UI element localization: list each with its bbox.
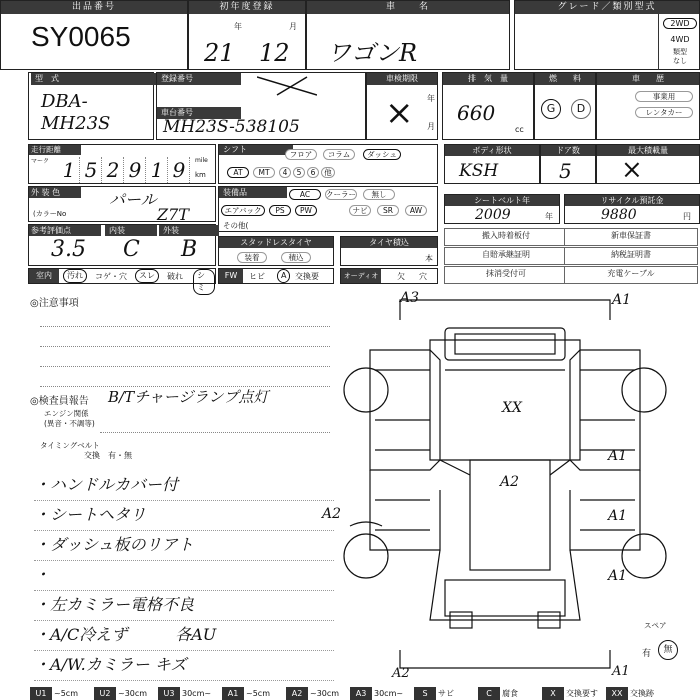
fuel-d: D xyxy=(571,99,591,119)
cabin-burn: コゲ・穴 xyxy=(95,272,127,281)
studless-box xyxy=(218,236,334,266)
fw-crack: ヒビ xyxy=(249,272,265,281)
grade-label: グレード／類別型式 xyxy=(515,1,699,14)
drive-2wd: 2WD xyxy=(663,18,697,29)
drive-options xyxy=(658,14,700,70)
spare-yes: 有 xyxy=(642,649,652,659)
year-unit: 年 xyxy=(234,22,242,31)
mileage-digit: 1 xyxy=(147,157,168,183)
seatbelt-box xyxy=(444,194,560,224)
shift-at: AT xyxy=(227,167,249,178)
seatbelt-label: シートベルト年 xyxy=(445,195,559,206)
mark-right-front: A1 xyxy=(608,448,628,464)
grade-ref-label: 参考評価点 xyxy=(29,225,101,236)
recycle-box xyxy=(564,194,700,224)
timing-sub: 交換 有・無 xyxy=(84,451,132,460)
legend-key: XX xyxy=(606,687,628,700)
bodyshape-label: ボディ形状 xyxy=(445,145,539,156)
first-registration-year: 21 xyxy=(204,39,235,67)
mileage-unit-km: km xyxy=(195,171,206,179)
displacement-box xyxy=(442,72,534,140)
history-rental: レンタカー xyxy=(635,107,693,118)
registration-box xyxy=(156,72,366,140)
lot-number: SY0065 xyxy=(31,21,131,52)
mileage-digit: 1 xyxy=(59,157,80,183)
mark-top-right: A1 xyxy=(612,292,632,308)
legend-value: 腐食 xyxy=(502,689,518,698)
exterior-label: 外装 xyxy=(159,225,219,236)
legend-key: S xyxy=(414,687,436,700)
mileage-digit: 9 xyxy=(169,157,190,183)
equip-pw: PW xyxy=(295,205,317,216)
color-value: パール xyxy=(109,190,157,209)
mileage-sub: マーク xyxy=(31,158,50,165)
first-registration-month: 12 xyxy=(259,39,290,67)
model-box xyxy=(306,0,510,70)
mark-left-mid: A2 xyxy=(322,506,342,522)
note-line xyxy=(40,346,330,347)
timing-label: タイミングベルト xyxy=(40,441,100,450)
displacement-unit: cc xyxy=(515,125,524,134)
displacement-label: 排 気 量 xyxy=(443,73,533,85)
equip-other: その他( xyxy=(223,221,249,230)
interior-label: 内装 xyxy=(105,225,157,236)
equip-none: 無し xyxy=(363,189,395,200)
cabin-label: 室内 xyxy=(29,269,59,283)
inspector-label: ◎検査員報告 xyxy=(30,396,89,407)
legend-key: U1 xyxy=(30,687,52,700)
equipment-label: 装備品 xyxy=(219,187,287,198)
engine-label: エンジン関係 xyxy=(44,409,89,418)
note-line xyxy=(40,366,330,367)
doc-item-1: 搬入時着板付 xyxy=(444,228,568,246)
note-item: ・A/C冷えず 各AU xyxy=(34,622,334,651)
shift-6: 6 xyxy=(307,167,319,178)
lot-number-label: 出品番号 xyxy=(1,1,187,14)
studless-fitted: 装着 xyxy=(237,252,267,263)
capacity-value: × xyxy=(621,155,643,185)
tire-box xyxy=(340,236,438,266)
audio-hole: 穴 xyxy=(419,272,427,281)
drive-none: 類型 なし xyxy=(673,48,687,65)
mark-bottom-right: A1 xyxy=(612,664,630,679)
fw-a: A xyxy=(277,269,290,283)
inspection-box xyxy=(366,72,438,140)
legend-key: U2 xyxy=(94,687,116,700)
mileage-unit-mile: mile xyxy=(195,157,208,164)
note-item: ・シートヘタリ xyxy=(34,502,334,531)
doc-item-5: 抹消受付可 xyxy=(444,266,568,284)
shift-floor: フロア xyxy=(285,149,317,160)
recycle-label: リサイクル預託金 xyxy=(565,195,699,206)
equipment-box xyxy=(218,186,438,232)
recycle-value: 9880 xyxy=(601,207,637,223)
recycle-unit: 円 xyxy=(683,212,691,221)
chassis-label: 車台番号 xyxy=(157,107,241,119)
legend-value: 交換要す xyxy=(566,689,598,698)
damage-legend xyxy=(30,687,700,700)
legend-key: A3 xyxy=(350,687,372,700)
audio-box xyxy=(340,268,438,284)
fuel-box xyxy=(534,72,596,140)
history-box xyxy=(596,72,700,140)
legend-value: サビ xyxy=(438,689,454,698)
exterior-value: B xyxy=(181,237,198,262)
capacity-box xyxy=(596,144,700,184)
seatbelt-unit: 年 xyxy=(545,212,553,221)
shift-label: シフト xyxy=(219,145,293,155)
equip-sr: SR xyxy=(377,205,399,216)
legend-key: U3 xyxy=(158,687,180,700)
history-commercial: 事業用 xyxy=(635,91,693,102)
mark-roof: XX xyxy=(502,400,522,416)
legend-value: ~30cm xyxy=(310,689,340,698)
studless-label: スタッドレスタイヤ xyxy=(219,237,333,248)
interior-value: C xyxy=(123,237,140,262)
legend-value: ~5cm xyxy=(54,689,78,698)
chassis-value: MH23S-538105 xyxy=(163,117,300,137)
doors-box xyxy=(540,144,596,184)
color-box xyxy=(28,186,216,222)
color-code-label: (カラーNo xyxy=(33,210,67,218)
documents-grid xyxy=(444,228,700,284)
mileage-label: 走行距離 xyxy=(29,145,81,155)
legend-value: 30cm~ xyxy=(182,689,212,698)
type-box xyxy=(28,72,154,140)
mileage-digit: 5 xyxy=(81,157,102,183)
doc-item-6: 充電ケーブル xyxy=(564,266,698,284)
shift-5: 5 xyxy=(293,167,305,178)
month-unit: 月 xyxy=(289,22,297,31)
legend-key: A2 xyxy=(286,687,308,700)
note-item: ・A/W.カミラー キズ xyxy=(34,652,334,681)
shift-4: 4 xyxy=(279,167,291,178)
legend-key: C xyxy=(478,687,500,700)
audio-label: オーディオ xyxy=(341,269,381,283)
audio-missing: 欠 xyxy=(397,272,405,281)
mileage-digit: 9 xyxy=(125,157,146,183)
shift-mt: MT xyxy=(253,167,275,178)
engine-sub: (異音・不調等) xyxy=(44,419,95,428)
cabin-tear: 破れ xyxy=(167,272,183,281)
equip-aw: AW xyxy=(405,205,427,216)
type-label: 型 式 xyxy=(31,73,157,85)
equip-cooler: クーラー xyxy=(326,190,356,199)
bodyshape-box xyxy=(444,144,540,184)
doors-value: 5 xyxy=(559,159,572,183)
model-name: ワゴンR xyxy=(327,39,418,67)
mark-right-rear: A1 xyxy=(608,568,628,584)
model-label: 車 名 xyxy=(307,1,509,14)
fw-box xyxy=(218,268,334,284)
bodyshape-value: KSH xyxy=(459,161,499,181)
mark-top-left: A3 xyxy=(400,290,420,306)
shift-dash: ダッシュ xyxy=(363,149,401,160)
inspector-text: B/Tチャージランプ点灯 xyxy=(108,388,269,406)
equip-airbag: エアバック xyxy=(221,205,265,216)
legend-key: X xyxy=(542,687,564,700)
cabin-box xyxy=(28,268,216,292)
tire-unit: 本 xyxy=(425,254,433,263)
equip-navi: ナビ xyxy=(349,205,371,216)
shift-other: 他 xyxy=(321,167,335,178)
seatbelt-value: 2009 xyxy=(475,207,511,223)
equip-ac: AC xyxy=(289,189,321,200)
fw-replace: 交換要 xyxy=(295,272,319,281)
reg-number-label: 登録番号 xyxy=(157,73,241,85)
mileage-box xyxy=(28,144,216,184)
equip-ps: PS xyxy=(269,205,291,216)
spare-label: スペア xyxy=(644,621,667,630)
history-label: 車 歴 xyxy=(597,73,699,85)
inspection-year-unit: 年 xyxy=(427,94,435,103)
inspection-month-unit: 月 xyxy=(427,122,435,131)
mark-right-mid: A1 xyxy=(608,508,628,524)
grade-box xyxy=(514,0,700,70)
fw-label: FW xyxy=(219,269,243,283)
legend-value: ~5cm xyxy=(246,689,270,698)
studless-loaded: 積込 xyxy=(281,252,311,263)
color-label: 外 装 色 xyxy=(29,187,81,198)
legend-value: 交換跡 xyxy=(630,689,654,698)
caution-label: ◎注意事項 xyxy=(30,298,79,309)
first-registration-label: 初年度登録 xyxy=(189,1,305,14)
note-line xyxy=(100,432,330,433)
reg-number-cross xyxy=(257,75,317,97)
fuel-g: G xyxy=(541,99,561,119)
grade-ref-value: 3.5 xyxy=(51,237,86,262)
note-item: ・ xyxy=(34,562,334,591)
first-registration-box xyxy=(188,0,306,70)
inspection-value: × xyxy=(385,93,414,133)
fuel-label: 燃 料 xyxy=(535,73,595,85)
cabin-stain: シミ xyxy=(193,269,215,295)
doc-item-3: 自賠承継証明 xyxy=(444,247,568,265)
legend-key: A1 xyxy=(222,687,244,700)
shift-box xyxy=(218,144,438,184)
lot-number-box xyxy=(0,0,188,70)
legend-value: ~30cm xyxy=(118,689,148,698)
capacity-label: 最大積載量 xyxy=(597,145,699,156)
drive-4wd: 4WD xyxy=(670,35,690,44)
color-code-value: Z7T xyxy=(157,205,189,224)
doc-item-2: 新車保証書 xyxy=(564,228,698,246)
cabin-dirt: 汚れ xyxy=(63,269,87,283)
note-item: ・左カミラー電格不良 xyxy=(34,592,334,621)
doc-item-4: 納税証明書 xyxy=(564,247,698,265)
mark-bonnet: A2 xyxy=(500,474,520,490)
mileage-digit: 2 xyxy=(103,157,124,183)
grades-box xyxy=(28,224,216,266)
spare-none: 無 xyxy=(658,640,678,660)
note-item: ・ハンドルカバー付 xyxy=(34,472,334,501)
note-item: ・ダッシュ板のリアト xyxy=(34,532,334,561)
note-line xyxy=(40,326,330,327)
cabin-scuff: スレ xyxy=(135,269,159,283)
tire-label: タイヤ積込 xyxy=(341,237,437,248)
legend-value: 30cm~ xyxy=(374,689,404,698)
doors-label: ドア数 xyxy=(541,145,595,156)
shift-column: コラム xyxy=(323,149,355,160)
inspection-label: 車検期限 xyxy=(367,73,437,85)
mark-bottom-left: A2 xyxy=(392,666,410,681)
type-value: DBA- MH23S xyxy=(41,91,111,134)
displacement-value: 660 xyxy=(457,101,496,125)
